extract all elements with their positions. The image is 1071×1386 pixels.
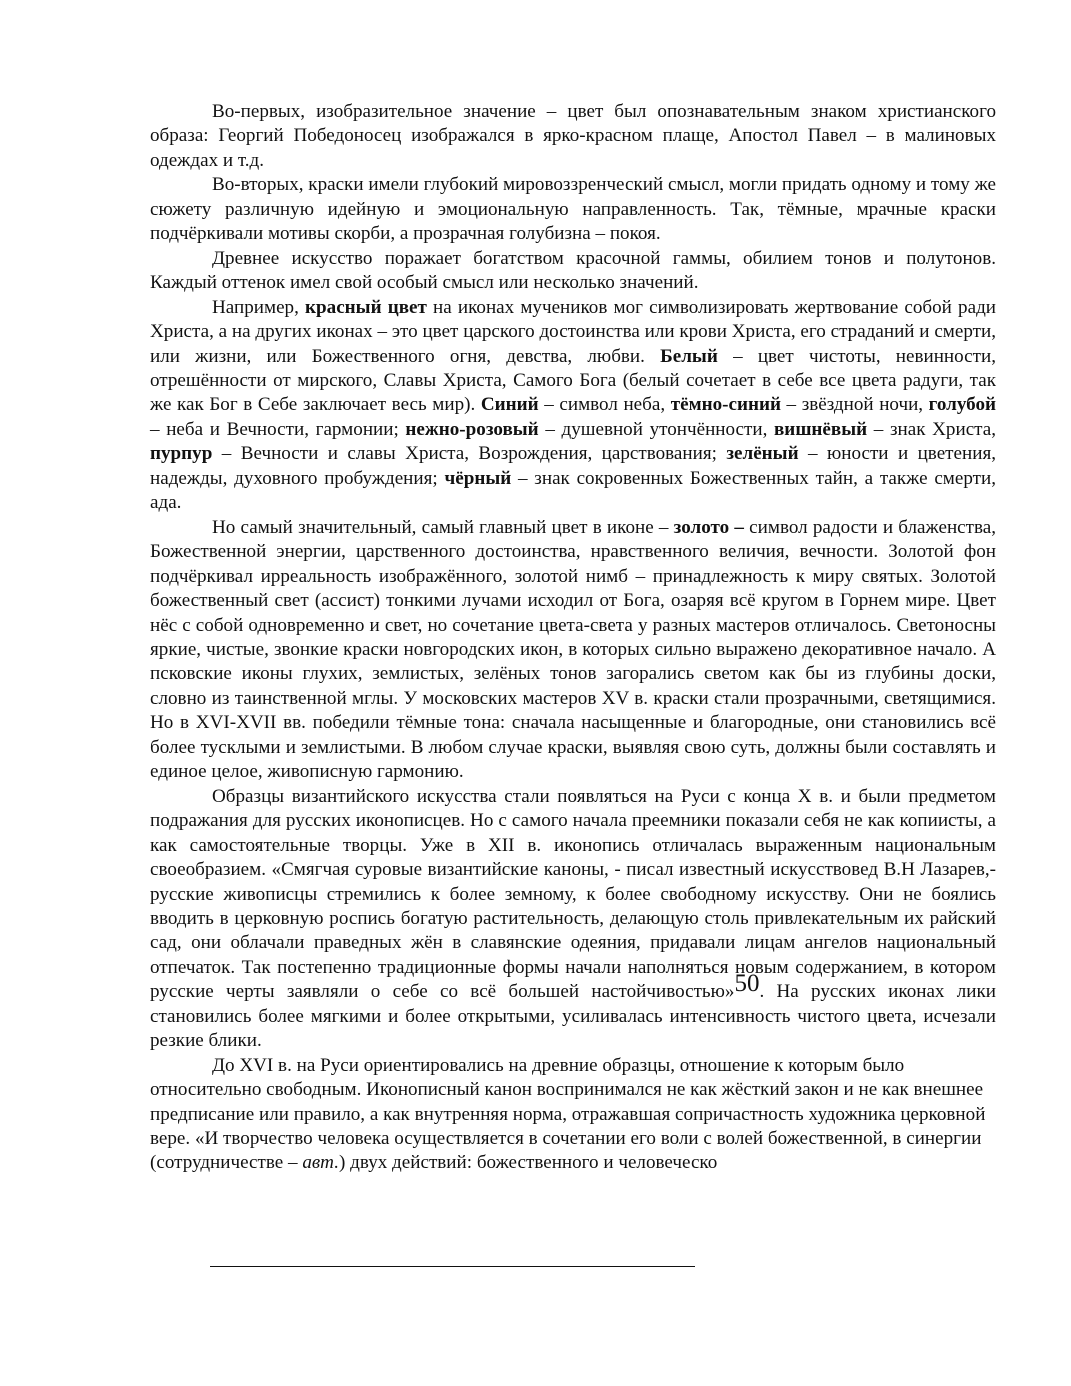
text-run: – цвет чистоты, невинности, отрешённости от мирского, Славы Христа, Самого Бога (белый сочетает в себе все цвета радуги, так же как Бог в Себе заключает весь мир). xyxy=(150,345,996,416)
bold-term: Белый xyxy=(660,345,718,367)
text-run: До XVI в. на Руси ориентировались на древние образцы, отношение к которым было относительно свободным. Иконописный канон воспринимался не как жёсткий закон и не как внешнее предписание или правило, а как внутренняя норма, отражавшая сопричастность художника церковной вере. «И творчество человека осуществляется в сочетании его воли с волей божественной, в синергии (сотрудничестве – xyxy=(150,1054,986,1174)
bold-term: тёмно-синий xyxy=(670,394,781,416)
text-run: . На русских иконах лики становились более мягкими и более открытыми, усиливалась интенсивность чистого цвета, исчезали резкие блики. xyxy=(150,981,996,1052)
text-run: символ радости и блаженства, Божественной энергии, царственного достоинства, нравственного величия, вечности. Золотой фон подчёркивал ирреальность изображённого, золотой нимб – принадлежность к миру святых. Золотой божественный свет (ассист) тонкими лучами исходил от Бога, озаряя всё кругом в Горнем мире. Цвет нёс с собой одновременно и свет, но сочетание цвета-света у разных мастеров отличалось. Светоносны яркие, чистые, звонкие краски новгородских икон, в которых сильно выражено декоративное начало. А псковские иконы глухих, землистых, зелёных тонов загорались светом как бы из глубины доски, словно из таинственной мглы. У московских мастеров XV в. краски стали прозрачными, светящимися. Но в XVI-XVII вв. победили тёмные тона: сначала насыщенные и благородные, они становились всё более тусклыми и землистыми. В любом случае краски, выявляя свою суть, должны были составлять и единое целое, живописную гармонию. xyxy=(150,516,996,783)
bold-term: золото – xyxy=(673,516,744,538)
text-run: Но самый значительный, самый главный цвет в иконе – xyxy=(212,516,674,538)
italic-term: авт. xyxy=(302,1152,339,1174)
paragraph xyxy=(150,785,996,1054)
text-run: Во-вторых, краски имели глубокий мировоззренческий смысл, могли придать одному и тому же сюжету различную идейную и эмоциональную направленность. Так, тёмные, мрачные краски подчёркивали мотивы скорби, а прозрачная голубизна – покоя. xyxy=(150,174,997,245)
text-run: – юности и цветения, надежды, духовного пробуждения; xyxy=(150,443,996,489)
bold-term: нежно-розовый xyxy=(405,418,539,440)
paragraph xyxy=(150,247,996,296)
footnote-separator xyxy=(210,1266,695,1267)
paragraph xyxy=(150,173,996,246)
bold-term: пурпур xyxy=(150,443,213,465)
text-run: – Вечности и славы Христа, Возрождения, царствования; xyxy=(212,443,727,465)
text-run: на иконах мучеников мог символизировать жертвование собой ради Христа, а на других иконах – это цвет царского достоинства или крови Христа, его страданий и смерти, или жизни, или Божественного огня, девства, любви. xyxy=(150,296,997,367)
bold-term: красный цвет xyxy=(305,296,427,318)
text-run: Древнее искусство поражает богатством красочной гаммы, обилием тонов и полутонов. Каждый оттенок имел свой особый смысл или несколько значений. xyxy=(150,247,996,294)
bold-term: вишнёвый xyxy=(774,418,868,440)
text-run: Например, xyxy=(212,296,306,318)
text-run: – душевной утончённости, xyxy=(538,418,774,440)
text-run: ) двух действий: божественного и человеческо xyxy=(338,1152,718,1174)
body-text xyxy=(150,100,996,1176)
footnote-reference: 50 xyxy=(734,970,760,998)
text-run: – символ неба, xyxy=(538,394,671,416)
bold-term: чёрный xyxy=(444,467,512,489)
bold-term: голубой xyxy=(928,394,997,416)
paragraph xyxy=(150,1054,996,1176)
paragraph xyxy=(150,296,996,516)
bold-term: зелёный xyxy=(726,443,799,465)
paragraph xyxy=(150,100,996,173)
text-run: – знак Христа, xyxy=(867,418,996,440)
text-run: Во-первых, изобразительное значение – цвет был опознавательным знаком христианского образа: Георгий Победоносец изображался в ярко-красном плаще, Апостол Павел – в малиновых одеждах и т.д. xyxy=(150,101,996,171)
text-run: – неба и Вечности, гармонии; xyxy=(150,418,406,440)
text-run: Образцы византийского искусства стали появляться на Руси с конца X в. и были предметом подражания для русских иконописцев. Но с самого начала преемники показали себя не как копиисты, а как самостоятельные творцы. Уже в XII в. иконопись отличалась выраженным национальным своеобразием. «Смягчая суровые византийские каноны, - писал известный искусствовед В.Н Лазарев,- русские живописцы стремились к более земному, к более свободному искусству. Они не боялись вводить в церковную роспись богатую растительность, делающую столь привлекательным их райский сад, они облачали праведных жён в славянские одеяния, придавали лицам ангелов национальный отпечаток. Так постепенно традиционные формы начали наполняться новым содержанием, в котором русские черты заявляли о себе со всё большей настойчивостью» xyxy=(150,785,996,1003)
text-run: – знак сокровенных Божественных тайн, а также смерти, ада. xyxy=(150,467,996,514)
text-run: – звёздной ночи, xyxy=(780,394,929,416)
bold-term: Синий xyxy=(480,394,539,416)
paragraph xyxy=(150,516,996,785)
